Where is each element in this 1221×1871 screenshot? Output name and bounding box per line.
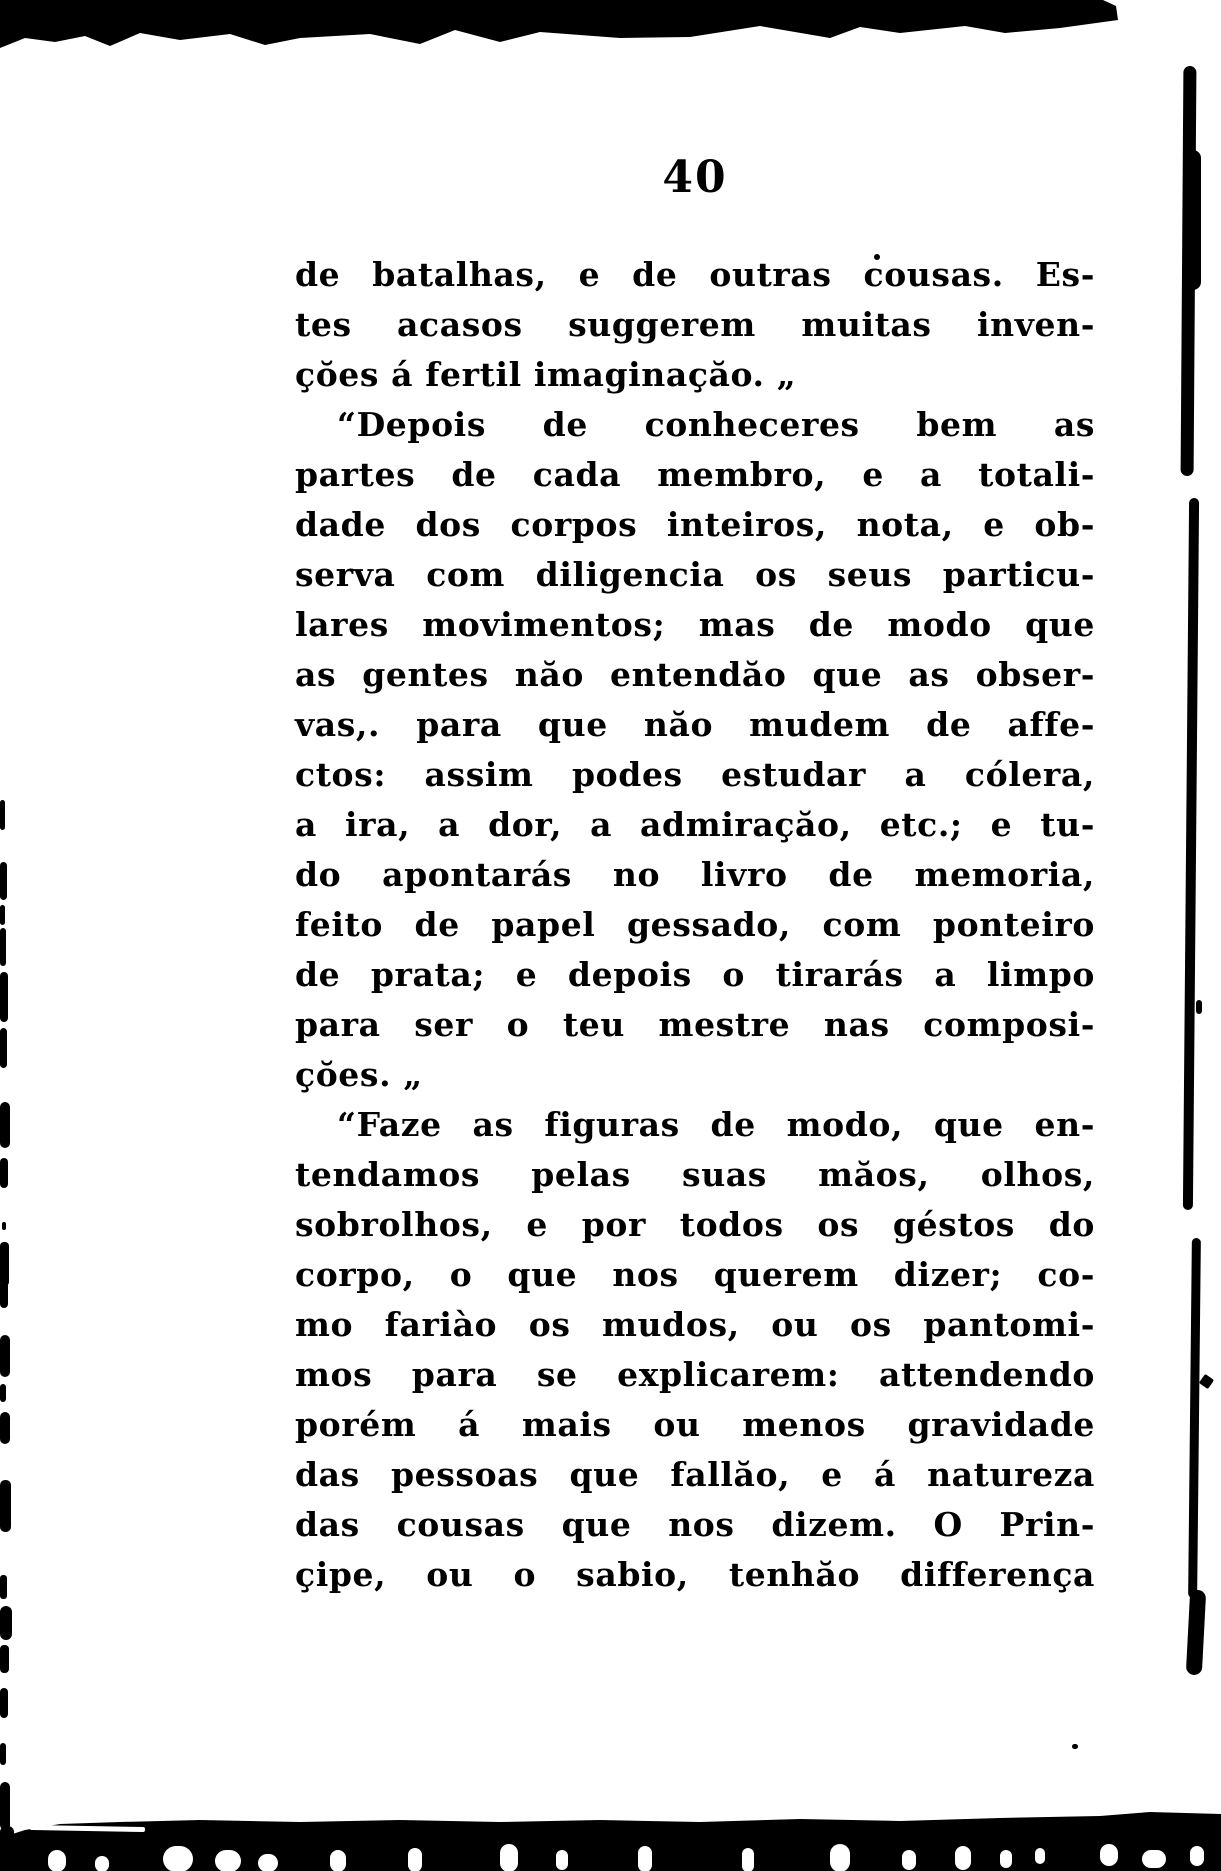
scan-ink-mark xyxy=(0,972,8,1022)
scan-ink-mark xyxy=(1196,1000,1202,1014)
scan-white-notch xyxy=(742,1848,754,1871)
text-line: ctos: assim podes estudar a cólera, xyxy=(295,755,1095,794)
text-line: “Depois de conheceres bem as xyxy=(337,405,1095,444)
text-line: corpo, o que nos querem dizer; co- xyxy=(295,1255,1095,1294)
scan-white-notch xyxy=(500,1844,518,1871)
text-line: feito de papel gessado, com ponteiro xyxy=(295,905,1095,944)
scan-ink-mark xyxy=(0,1606,12,1640)
scan-ink-mark xyxy=(0,1335,10,1377)
text-line: lares movimentos; mas de modo que xyxy=(295,605,1095,644)
scan-ink-mark xyxy=(0,1028,7,1068)
text-line: tendamos pelas suas măos, olhos, xyxy=(295,1155,1095,1194)
scan-ink-mark xyxy=(0,862,7,900)
scan-ink-mark xyxy=(0,1575,7,1599)
scan-ink-mark xyxy=(0,1743,6,1765)
scan-ink-mark xyxy=(1188,1238,1201,1598)
scan-ink-mark xyxy=(0,1280,8,1308)
scan-white-notch xyxy=(215,1850,241,1871)
scan-white-notch xyxy=(1190,1846,1204,1866)
scan-white-notch xyxy=(955,1846,971,1870)
text-line: vas,. para que năo mudem de affe- xyxy=(295,705,1095,744)
top-edge-smudge xyxy=(0,0,1221,60)
scan-ink-mark xyxy=(0,1102,10,1148)
scan-white-notch xyxy=(638,1846,652,1871)
text-block xyxy=(295,250,1095,1600)
text-line: para ser o teu mestre nas composi- xyxy=(295,1005,1095,1044)
scan-ink-mark xyxy=(2,1222,6,1230)
text-line: serva com diligencia os seus particu- xyxy=(295,555,1095,594)
text-line: sobrolhos, e por todos os géstos do xyxy=(295,1205,1095,1244)
scan-ink-mark xyxy=(0,1782,10,1830)
scan-ink-mark xyxy=(0,905,5,925)
text-line: “Faze as figuras de modo, que en- xyxy=(337,1105,1095,1144)
text-line: de prata; e depois o tirarás a limpo xyxy=(295,955,1095,994)
scan-ink-mark xyxy=(1184,150,1201,290)
scan-white-notch xyxy=(163,1846,193,1871)
scan-white-notch xyxy=(258,1854,278,1871)
text-line: çipe, ou o sabio, tenhăo differença xyxy=(295,1555,1095,1594)
text-line: porém á mais ou menos gravidade xyxy=(295,1405,1095,1444)
text-line: das cousas que nos dizem. O Prin- xyxy=(295,1505,1095,1544)
text-line: as gentes năo entendăo que as obser- xyxy=(295,655,1095,694)
scan-ink-mark xyxy=(0,1688,8,1718)
scan-ink-mark xyxy=(0,1826,14,1871)
scan-ink-mark xyxy=(0,1384,6,1402)
scan-ink-mark xyxy=(1072,1744,1078,1749)
scan-ink-mark xyxy=(0,800,5,830)
scan-ink-mark xyxy=(0,928,6,966)
scan-ink-mark xyxy=(0,1645,9,1673)
scan-white-notch xyxy=(330,1850,346,1871)
scan-white-notch xyxy=(830,1844,850,1871)
scan-white-notch xyxy=(95,1856,109,1871)
scan-white-notch xyxy=(1100,1844,1118,1866)
text-line: partes de cada membro, e a totali- xyxy=(295,455,1095,494)
text-line: do apontarás no livro de memoria, xyxy=(295,855,1095,894)
text-line: a ira, a dor, a admiraçăo, etc.; e tu- xyxy=(295,805,1095,844)
scan-white-notch xyxy=(902,1850,916,1870)
text-line: mo fariào os mudos, ou os pantomi- xyxy=(295,1305,1095,1344)
scan-white-notch xyxy=(1035,1848,1045,1864)
scan-white-notch xyxy=(408,1848,422,1871)
scan-ink-mark xyxy=(1183,498,1199,1210)
page-number: 40 xyxy=(662,152,728,203)
scan-ink-mark xyxy=(1199,1374,1214,1389)
text-line: de batalhas, e de outras cousas. Es- xyxy=(295,255,1095,294)
text-line: dade dos corpos inteiros, nota, e ob- xyxy=(295,505,1095,544)
text-line: das pessoas que fallăo, e á natureza xyxy=(295,1455,1095,1494)
text-line: mos para se explicarem: attendendo xyxy=(295,1355,1095,1394)
text-line: çŏes á fertil imaginaçăo. „ xyxy=(295,355,797,394)
scan-ink-mark xyxy=(1186,1590,1206,1676)
scan-ink-mark xyxy=(0,1480,11,1532)
scan-ink-mark xyxy=(0,1158,8,1188)
text-line: çŏes. „ xyxy=(295,1055,423,1094)
scan-white-notch xyxy=(48,1850,66,1871)
scan-white-notch xyxy=(1142,1850,1166,1868)
scan-white-notch xyxy=(556,1850,568,1870)
scan-ink-mark xyxy=(0,1412,10,1444)
text-line: tes acasos suggerem muitas inven- xyxy=(295,305,1095,344)
scan-white-notch xyxy=(1000,1850,1012,1868)
